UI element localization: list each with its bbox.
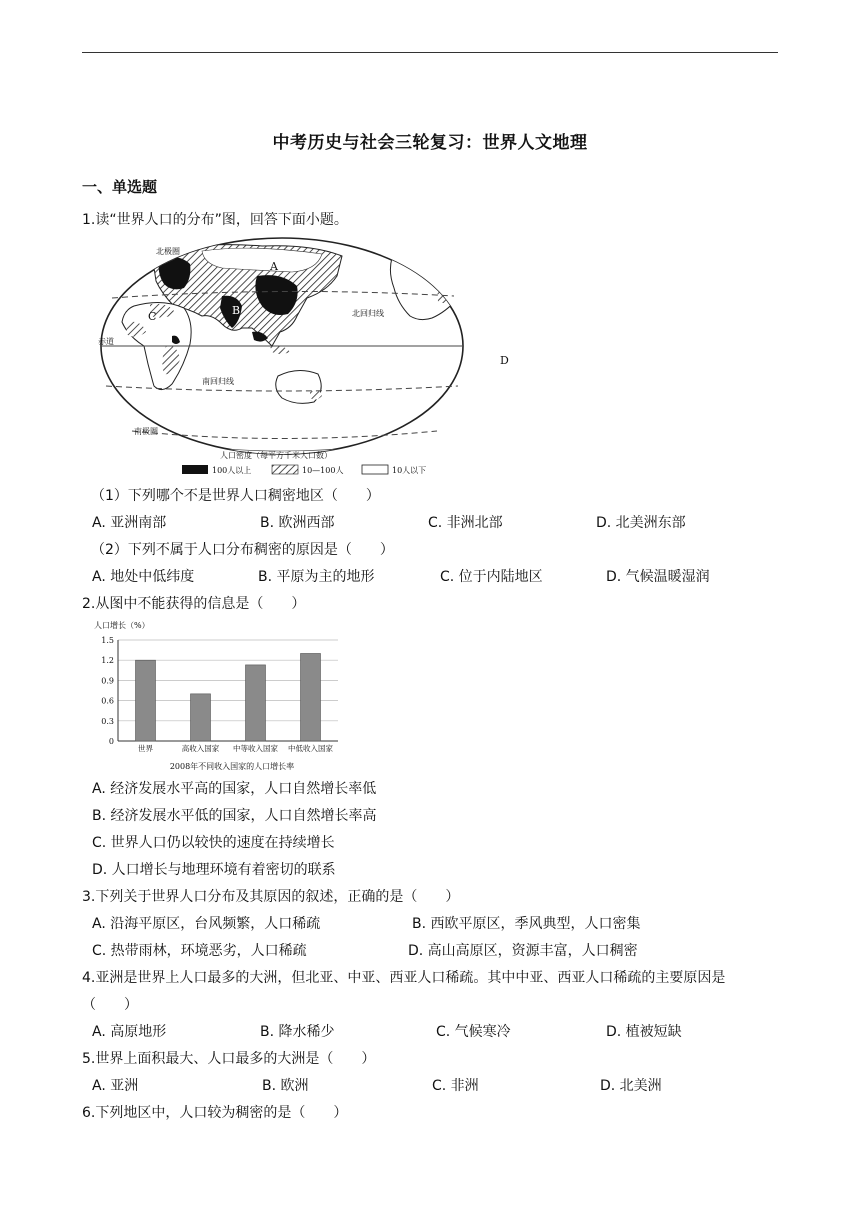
q1-1-option-d[interactable]: D. 北美洲东部 <box>596 515 686 531</box>
legend-sparse-label: 10人以下 <box>392 466 427 475</box>
q2-option-c[interactable]: C. 世界人口仍以较快的速度在持续增长 <box>92 835 335 851</box>
page-title: 中考历史与社会三轮复习：世界人文地理 <box>272 133 588 153</box>
q1-1-option-a[interactable]: A. 亚洲南部 <box>92 515 167 531</box>
chart-ytick-label: 0 <box>108 737 114 746</box>
equator-label: 赤道 <box>98 337 114 346</box>
legend-dense-label: 100人以上 <box>212 466 252 475</box>
question-1-1-stem: （1）下列哪个不是世界人口稠密地区（ ） <box>91 488 380 504</box>
tropic-north-label: 北回归线 <box>352 309 384 318</box>
q3-option-d[interactable]: D. 高山高原区，资源丰富，人口稠密 <box>408 943 638 959</box>
population-growth-chart <box>88 618 348 774</box>
chart-bar <box>136 660 156 741</box>
q2-option-a[interactable]: A. 经济发展水平高的国家，人口自然增长率低 <box>92 781 377 797</box>
q3-option-b[interactable]: B. 西欧平原区，季风典型，人口密集 <box>412 916 641 932</box>
chart-ytick-label: 0.9 <box>101 676 114 686</box>
question-5-stem: 5.世界上面积最大、人口最多的大洲是（ ） <box>82 1051 376 1067</box>
q5-option-b[interactable]: B. 欧洲 <box>262 1078 309 1094</box>
question-1-2-stem: （2）下列不属于人口分布稠密的原因是（ ） <box>91 542 394 558</box>
chart-bar <box>301 653 321 741</box>
q2-option-d[interactable]: D. 人口增长与地理环境有着密切的联系 <box>92 862 336 878</box>
question-6-stem: 6.下列地区中，人口较为稠密的是（ ） <box>82 1105 348 1121</box>
chart-ytick-label: 1.5 <box>101 636 114 645</box>
antarctic-label: 南极圈 <box>134 427 158 436</box>
na-east-band <box>437 280 458 303</box>
chart-title: 2008年不同收入国家的人口增长率 <box>169 762 295 771</box>
legend-swatch-sparse <box>362 465 388 474</box>
q5-option-c[interactable]: C. 非洲 <box>432 1078 479 1094</box>
q2-option-b[interactable]: B. 经济发展水平低的国家，人口自然增长率高 <box>92 808 377 824</box>
q4-option-a[interactable]: A. 高原地形 <box>92 1024 167 1040</box>
question-4-stem: 4.亚洲是世界上人口最多的大洲，但北亚、中亚、西亚人口稀疏。其中中亚、西亚人口稀疏的主要原因是 <box>82 970 726 986</box>
header-rule <box>82 52 778 53</box>
q3-option-a[interactable]: A. 沿海平原区，台风频繁，人口稀疏 <box>92 916 321 932</box>
region-label-c: C <box>148 310 157 323</box>
chart-category-label: 高收入国家 <box>181 744 220 753</box>
region-label-d: D <box>500 354 509 367</box>
chart-bars <box>136 653 334 753</box>
region-label-a: A <box>270 260 278 273</box>
legend-swatch-dense <box>182 465 208 474</box>
q4-option-d[interactable]: D. 植被短缺 <box>606 1024 682 1040</box>
q5-option-d[interactable]: D. 北美洲 <box>600 1078 662 1094</box>
question-1-stem: 1.读“世界人口的分布”图，回答下面小题。 <box>82 212 348 228</box>
q1-2-option-c[interactable]: C. 位于内陆地区 <box>440 569 543 585</box>
question-2-stem: 2.从图中不能获得的信息是（ ） <box>82 596 306 612</box>
section-heading: 一、单选题 <box>82 178 158 196</box>
legend-title: 人口密度（每平方千米人口数） <box>220 451 332 460</box>
q1-2-option-a[interactable]: A. 地处中低纬度 <box>92 569 195 585</box>
legend-medium-label: 10—100人 <box>302 466 344 475</box>
q4-option-b[interactable]: B. 降水稀少 <box>260 1024 335 1040</box>
arctic-label: 北极圈 <box>156 247 180 256</box>
south-america-shape <box>463 330 496 398</box>
q4-option-c[interactable]: C. 气候寒冷 <box>436 1024 511 1040</box>
chart-ytick-label: 0.3 <box>101 716 114 726</box>
region-label-b: B <box>232 304 241 317</box>
q5-option-a[interactable]: A. 亚洲 <box>92 1078 139 1094</box>
world-population-map <box>92 236 509 480</box>
tropic-south-label: 南回归线 <box>202 377 234 386</box>
chart-bar <box>246 665 266 741</box>
chart-category-label: 中等收入国家 <box>233 744 278 753</box>
q1-1-option-b[interactable]: B. 欧洲西部 <box>260 515 335 531</box>
chart-category-label: 中低收入国家 <box>288 744 333 753</box>
q1-2-option-d[interactable]: D. 气候温暖湿润 <box>606 569 710 585</box>
q1-2-option-b[interactable]: B. 平原为主的地形 <box>258 569 375 585</box>
q1-1-option-c[interactable]: C. 非洲北部 <box>428 515 503 531</box>
chart-ylabel: 人口增长（%） <box>94 621 150 630</box>
chart-ytick-label: 1.2 <box>101 656 114 666</box>
legend-swatch-medium <box>272 465 298 474</box>
q3-option-c[interactable]: C. 热带雨林，环境恶劣，人口稀疏 <box>92 943 307 959</box>
question-3-stem: 3.下列关于世界人口分布及其原因的叙述，正确的是（ ） <box>82 889 460 905</box>
chart-category-label: 世界 <box>138 744 153 753</box>
dense-na-east <box>442 288 452 296</box>
chart-bar <box>191 694 211 741</box>
chart-ytick-label: 0.6 <box>101 696 114 706</box>
question-4-stem-cont: （ ） <box>82 997 138 1013</box>
sa-east-band <box>478 342 488 356</box>
